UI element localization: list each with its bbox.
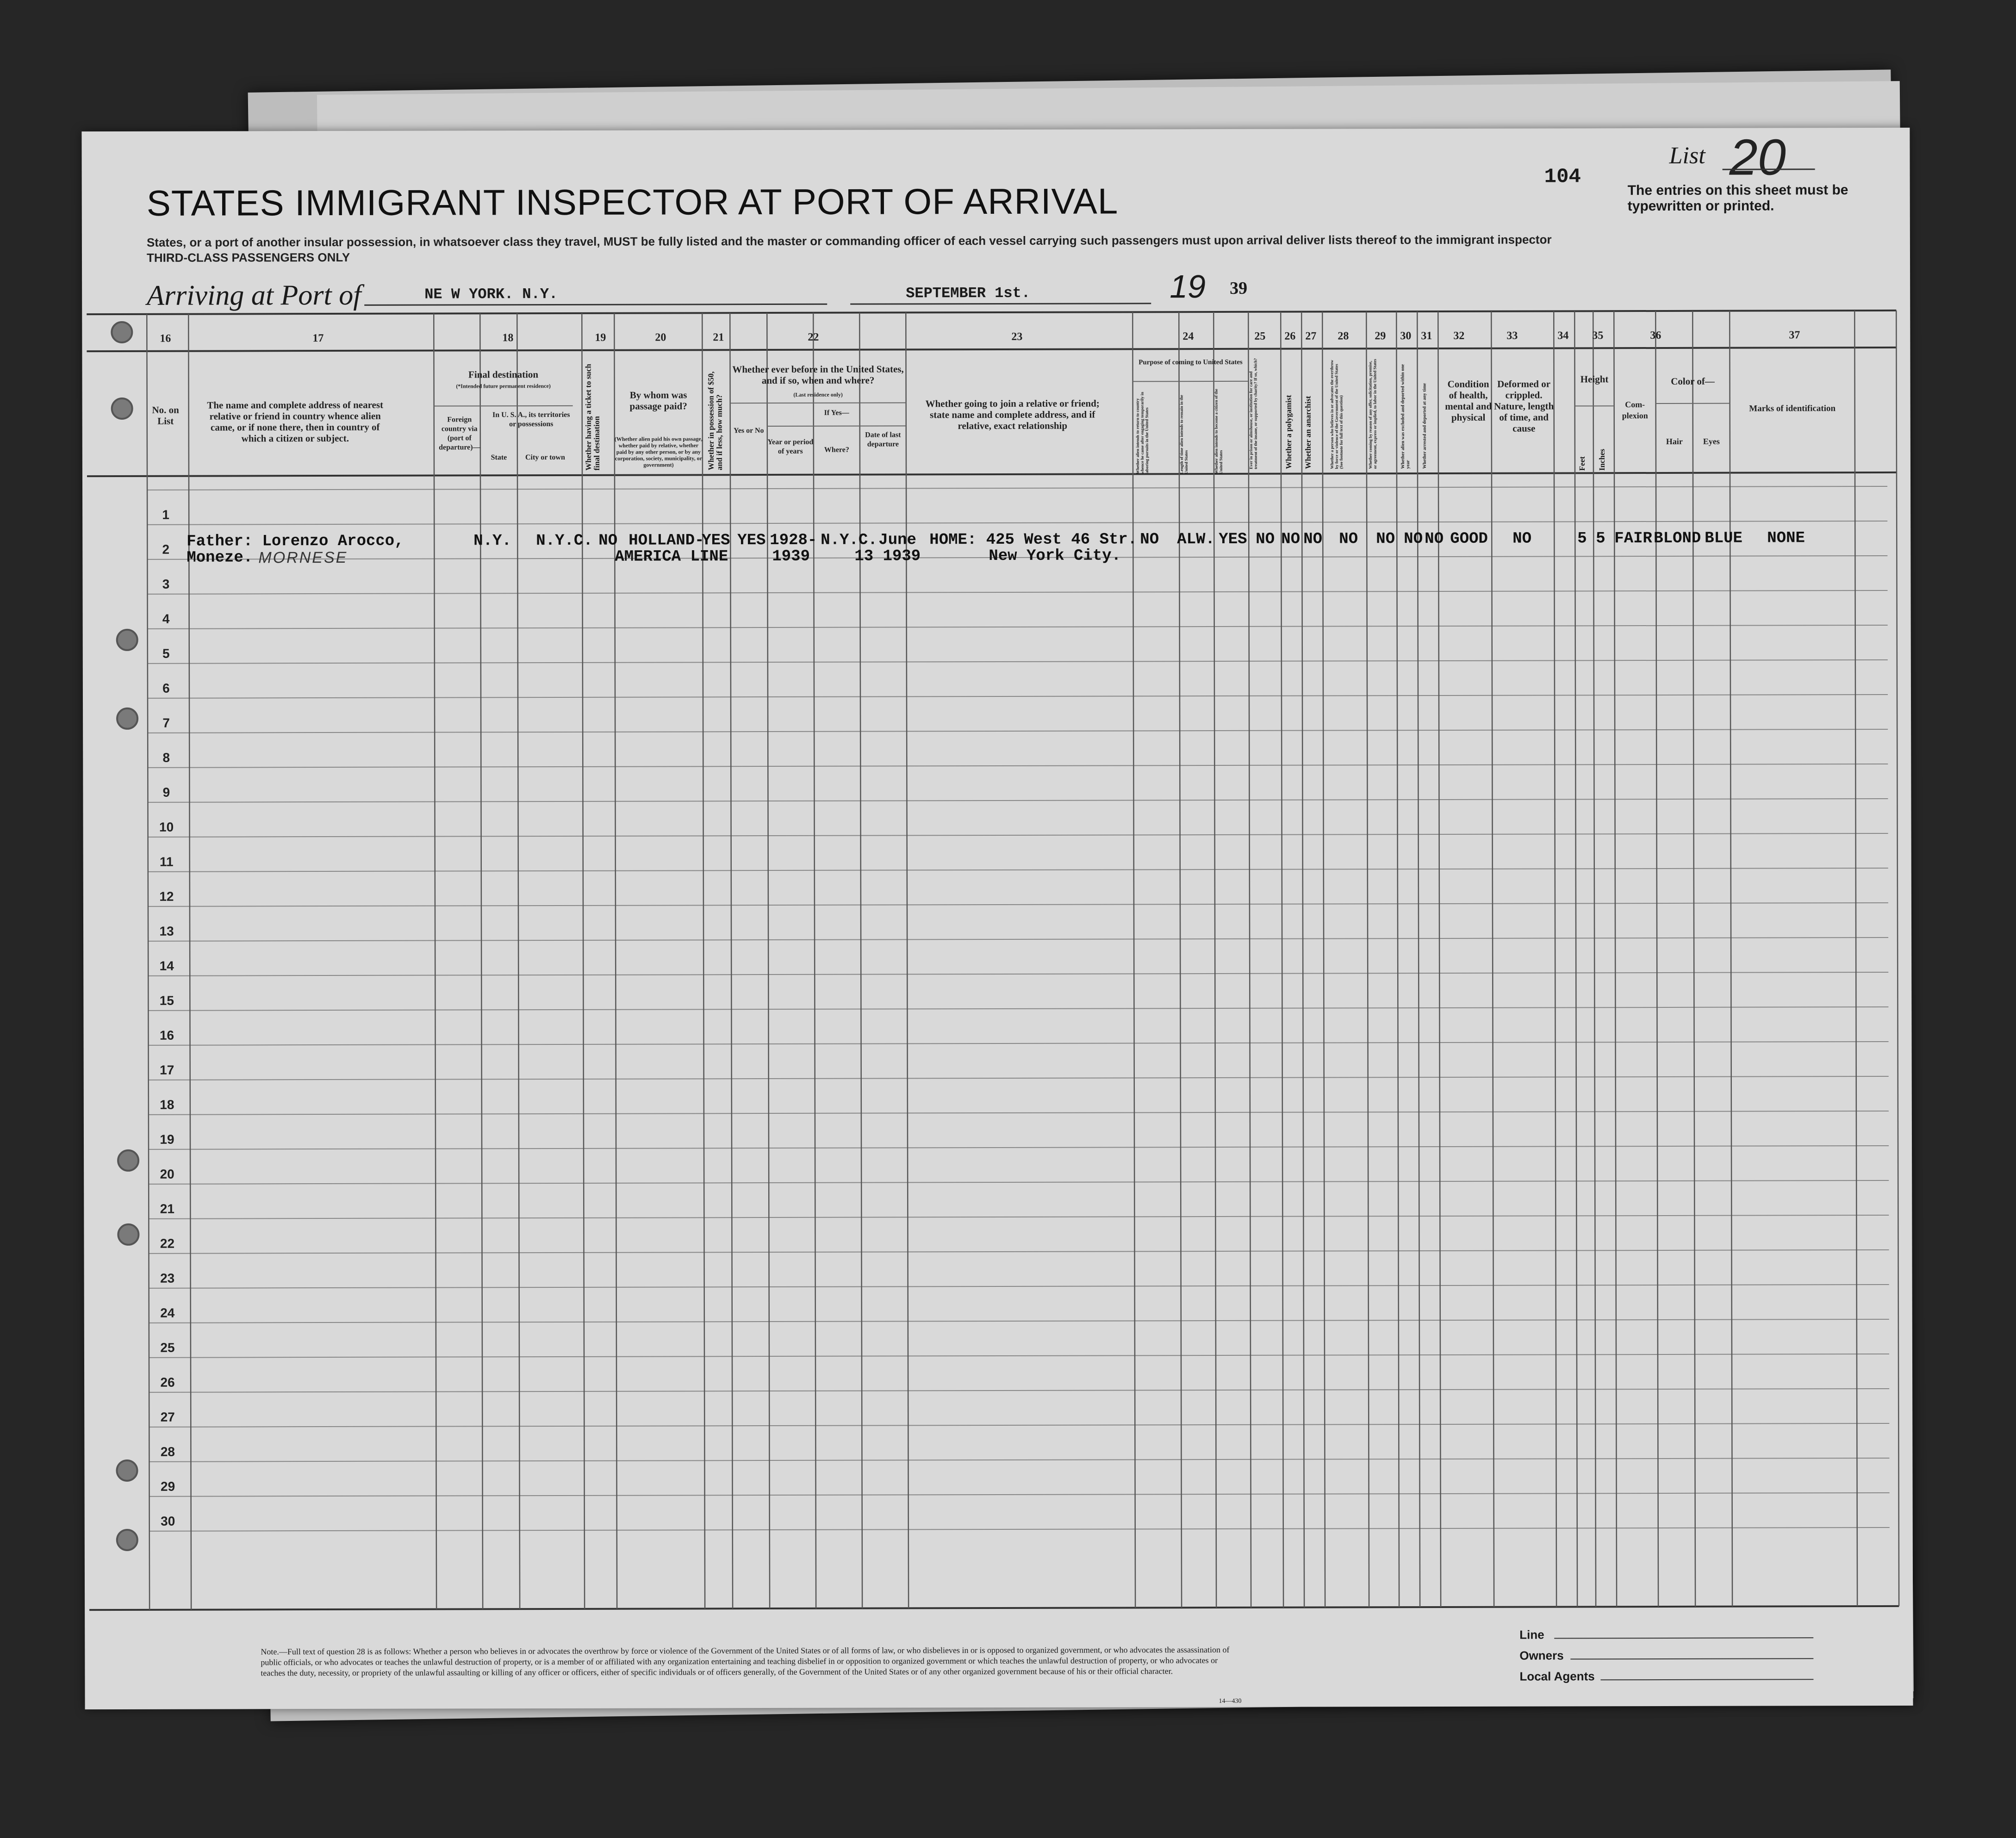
column-rule [1614,311,1617,1607]
header-year-period: Year or period of years [767,438,814,455]
row-rule [148,903,1888,907]
row-rule [148,729,1888,733]
column-rule [1854,310,1857,1606]
column-rule [1593,311,1596,1607]
header-no-on-list: No. on List [152,404,179,427]
column-number: 36 [1650,329,1661,342]
row-number: 23 [160,1271,175,1285]
row-number: 2 [162,542,170,557]
column-number: 33 [1506,329,1518,342]
page-title: STATES IMMIGRANT INSPECTOR AT PORT OF ARRIVAL [146,180,1119,224]
column-number: 29 [1375,330,1386,342]
entry-deformed: NO [1512,530,1532,548]
list-number: 20 [1729,129,1786,186]
column-rule [517,313,520,1609]
row-rule [149,1319,1889,1323]
row-rule [149,1146,1889,1149]
row-number: 17 [160,1062,174,1077]
row-rule [148,938,1888,941]
column-rule [1655,311,1658,1607]
row-number: 8 [162,750,170,765]
row-rule [149,1423,1889,1427]
row-number: 28 [160,1444,175,1459]
header-eyes: Eyes [1703,436,1720,446]
column-rule [813,313,816,1608]
entry-marks: NONE [1767,529,1805,547]
row-number: 26 [160,1375,175,1390]
row-number: 22 [160,1236,175,1251]
column-number: 37 [1789,329,1800,342]
column-number: 23 [1011,330,1023,343]
row-rule [149,1458,1889,1462]
row-rule [149,1389,1889,1392]
header-if-yes: If Yes— [824,409,849,417]
row-number: 6 [162,681,170,695]
row-rule [149,1493,1890,1496]
column-rule [1491,311,1494,1607]
header-possession-50: Whether in possession of $50, and if less, how much? [706,371,724,471]
row-rule [148,833,1888,837]
entry-years: 1928- [770,531,817,550]
header-by-whom-note: (Whether alien paid his own passage, whether paid by relative, whether paid by any other person, or by any corporation, society, municipality, or government) [614,435,703,468]
row-rule [148,799,1888,802]
column-rule [767,313,770,1608]
entry-years-line2: 1939 [772,547,810,566]
row-number: 27 [160,1410,175,1424]
column-rule [730,313,733,1608]
line-label: Line [1519,1627,1544,1642]
row-rule [149,1042,1889,1045]
header-polygamist: Whether a polygamist [1284,395,1293,469]
entry-length-of-stay: ALW. [1177,531,1215,549]
row-rule [149,1528,1890,1531]
column-rule [1396,311,1399,1607]
agents-label: Local Agents [1519,1669,1595,1683]
entry-joining-line2: New York City. [989,547,1121,565]
header-relative: The name and complete address of nearest relative or friend in country whence alien came, or if none there, then in country of which a citizen or subject. [207,399,384,444]
column-rule [188,314,191,1610]
header-ever-before-note: (Last residence only) [793,391,843,398]
header-q31: Whether arrested and deported at any time [1422,383,1427,469]
header-q28: Whether a person who believes in or advocates the overthrow by force or violence of the Government of the United States (See footnote for full text of this question) [1329,360,1344,469]
column-number: 26 [1284,330,1296,342]
header-intends-return: Whether alien intends to return to country whence he came after engaging temporarily in laboring pursuits in the United States [1135,392,1149,474]
header-inches: Inches [1597,449,1606,471]
entry-paid-by: HOLLAND- [628,532,704,550]
column-rule [1438,311,1441,1607]
row-rule [147,521,1887,525]
footnote: Note.—Full text of question 28 is as follows: Whether a person who believes in or advocates the overthrow by force or violence of the Government of the United States or of all forms of law, or who disbelieves in or is opposed to organized government, or who advocates the assassination of public officials, or who advocates or teaches the unlawful destruction of property, or is a member of or affiliated with any organization entertaining and teaching disbelief in or opposition to organized government or which teaches the unlawful destruction of property, or who advocates or teaches the duty, necessity, or propriety of the unlawful assaulting or killing of any officer or officers, either of specific individuals or of officers generally, of the Government of the United States or of any other organized government because of his or their official character. [261,1645,1230,1678]
entry-where: N.Y.C. [821,531,877,549]
row-rule [148,625,1888,629]
row-number: 3 [162,577,170,591]
row-rule [148,764,1888,768]
entry-prison: NO [1256,530,1275,548]
column-number: 19 [595,331,606,344]
row-number: 12 [159,889,174,904]
row-rule [149,1111,1889,1115]
row-number: 30 [161,1514,175,1528]
header-marks: Marks of identification [1749,404,1836,414]
column-rule [1730,311,1732,1607]
row-number: 9 [162,785,170,800]
entry-purpose-return: NO [1140,531,1159,549]
row-number: 15 [159,993,174,1008]
entry-state: N.Y. [473,532,511,550]
header-final-destination: Final destination [468,369,539,380]
column-number: 17 [312,332,324,345]
entry-relative-handwritten: MORNESE [258,548,348,567]
entry-paid-by-line2: AMERICA LINE [615,548,728,566]
header-purpose: Purpose of coming to United States [1139,358,1243,366]
column-number: 35 [1592,329,1604,342]
column-number: 28 [1338,330,1349,342]
column-rule [614,313,617,1609]
column-rule [1301,312,1304,1608]
column-number: 16 [160,332,171,345]
row-rule [148,972,1888,976]
column-rule [1322,312,1325,1608]
stamp-number: 104 [1544,165,1581,189]
column-rule [434,314,436,1609]
column-rule [1554,311,1556,1607]
row-rule [148,660,1888,664]
header-deformed: Deformed or crippled. Nature, length of time, and cause [1494,378,1554,434]
column-rule [859,313,862,1608]
header-ever-before: Whether ever before in the United States, and if so, when and where? [732,363,904,386]
row-number: 24 [160,1305,175,1320]
entry-q28: NO [1339,530,1358,548]
column-rule [702,313,705,1608]
row-number: 1 [162,507,169,522]
header-q29: Whether coming by reason of any offer, solicitation, promise, or agreement, express or implied, to labor in the United States [1368,359,1377,469]
column-rule [582,313,585,1609]
header-height: Height [1580,373,1609,385]
header-q30: Whether alien was excluded and deported within one year [1400,364,1411,469]
table-grid [81,128,1913,1709]
row-rule [149,1250,1889,1254]
row-rule [149,1215,1889,1219]
entry-complexion: FAIR [1614,530,1652,548]
column-number: 21 [713,331,724,344]
column-rule [1213,312,1216,1608]
row-rule [149,1180,1889,1184]
row-number: 11 [159,854,174,869]
column-number: 24 [1182,330,1194,343]
list-label: List [1669,142,1705,169]
row-number: 4 [162,611,170,626]
header-ticket: Whether having a ticket to such final destination [584,364,601,471]
header-color-of: Color of— [1671,375,1715,387]
column-rule [1248,312,1251,1608]
row-rule [148,590,1888,594]
column-number: 27 [1305,330,1317,342]
row-number: 21 [160,1201,174,1216]
row-rule [148,1007,1888,1011]
column-rule [480,313,483,1609]
header-joining-relative: Whether going to join a relative or friend; state name and complete address, and if relative, exact relationship [925,397,1100,432]
column-rule [1281,312,1283,1608]
entry-health: GOOD [1450,530,1488,548]
column-rule [1132,312,1135,1608]
column-rule [906,312,908,1608]
header-condition: Condition of health, mental and physical [1445,378,1492,423]
entry-feet: 5 [1577,530,1587,548]
entry-joining: HOME: 425 West 46 Str. [929,531,1138,549]
row-rule [149,1076,1889,1080]
row-rule [147,486,1887,490]
entry-q30: NO [1404,530,1423,548]
row-number: 16 [159,1028,174,1043]
owners-label: Owners [1519,1648,1564,1663]
port-value: NE W YORK. N.Y. [424,285,558,303]
entry-hair: BLOND [1654,529,1701,548]
column-rule [1417,311,1420,1607]
entry-relative-town: Moneze. [187,549,253,567]
header-last-departure: Date of last departure [865,431,901,448]
column-number: 18 [502,332,514,344]
header-anarchist: Whether an anarchist [1303,396,1313,469]
row-number: 20 [160,1167,174,1181]
entry-q31: NO [1425,530,1444,548]
column-number: 30 [1400,330,1412,342]
column-number: 25 [1254,330,1266,342]
column-number: 34 [1557,329,1569,342]
row-rule [148,695,1888,698]
header-complexion: Com-plexion [1622,400,1648,421]
column-number: 20 [655,331,666,344]
row-rule [149,1354,1889,1358]
column-number: 22 [808,331,819,343]
passenger-class: THIRD-CLASS PASSENGERS ONLY [146,250,350,265]
manifest-page [81,128,1913,1709]
row-number: 18 [160,1097,174,1112]
header-in-usa: In U. S. A., its territories or possessions [492,410,570,428]
column-rule [1179,312,1182,1608]
column-number: 31 [1421,330,1432,342]
arriving-label: Arriving at Port of [147,279,361,311]
header-feet: Feet [1577,456,1587,471]
row-number: 29 [160,1479,175,1494]
header-hair: Hair [1666,436,1683,446]
row-number: 14 [159,958,174,973]
sheet-note: The entries on this sheet must be typewritten or printed. [1627,182,1848,214]
date-value: SEPTEMBER 1st. [906,284,1031,302]
entry-anarchist: NO [1303,530,1323,548]
header-yes-or-no: Yes or No [734,427,764,435]
column-rule [1366,311,1369,1607]
entry-q29: NO [1376,530,1395,548]
row-number: 25 [160,1340,175,1355]
header-state: State [491,453,507,462]
entry-city: N.Y.C. [536,532,593,550]
subtitle: States, or a port of another insular possession, in whatsoever class they travel, MUST be fully listed and the master or commanding officer of each vessel carrying such passengers must upon arrival deliver lists thereof to the immigrant inspector [146,232,1552,249]
column-rule [1574,311,1577,1607]
row-number: 13 [159,924,174,938]
row-rule [149,1285,1889,1288]
entry-inches: 5 [1596,530,1605,548]
row-rule [148,868,1888,872]
row-number: 10 [159,820,174,834]
header-foreign-country: Foreign country via (port of departure)— [439,416,480,452]
entry-polygamist: NO [1281,530,1300,548]
entry-ever-before: YES [737,532,766,550]
entry-possession-50: YES [702,532,730,550]
entry-last-departure-line2: 13 1939 [854,547,921,565]
entry-relative: Father: Lorenzo Arocco, [187,532,404,551]
column-rule [1896,310,1899,1606]
entry-citizen: YES [1219,530,1247,548]
header-final-destination-note: (*Intended future permanent residence) [456,383,551,390]
entry-last-departure: June [878,531,916,549]
header-length-of-stay: Length of time alien intends to remain in the United States [1179,395,1188,474]
header-where: Where? [824,446,849,454]
entry-ticket: NO [598,532,618,550]
year-suffix: 39 [1230,278,1248,298]
header-become-citizen: Whether alien intends to become a citizen of the United States [1213,389,1223,474]
header-prison: Ever in prison or almshouse, or institution for care and treatment of the insane, or supported by charity? If so, which? [1248,358,1258,469]
row-number: 5 [162,646,170,661]
column-rule [1692,311,1695,1607]
form-number: 14—430 [1219,1697,1242,1705]
entry-eyes: BLUE [1705,529,1742,547]
row-number: 7 [162,715,170,730]
header-by-whom: By whom was passage paid? [629,389,687,412]
header-city: City or town [525,453,565,462]
column-number: 32 [1453,329,1465,342]
year-prefix: 19 [1170,268,1206,305]
row-number: 19 [160,1132,174,1147]
